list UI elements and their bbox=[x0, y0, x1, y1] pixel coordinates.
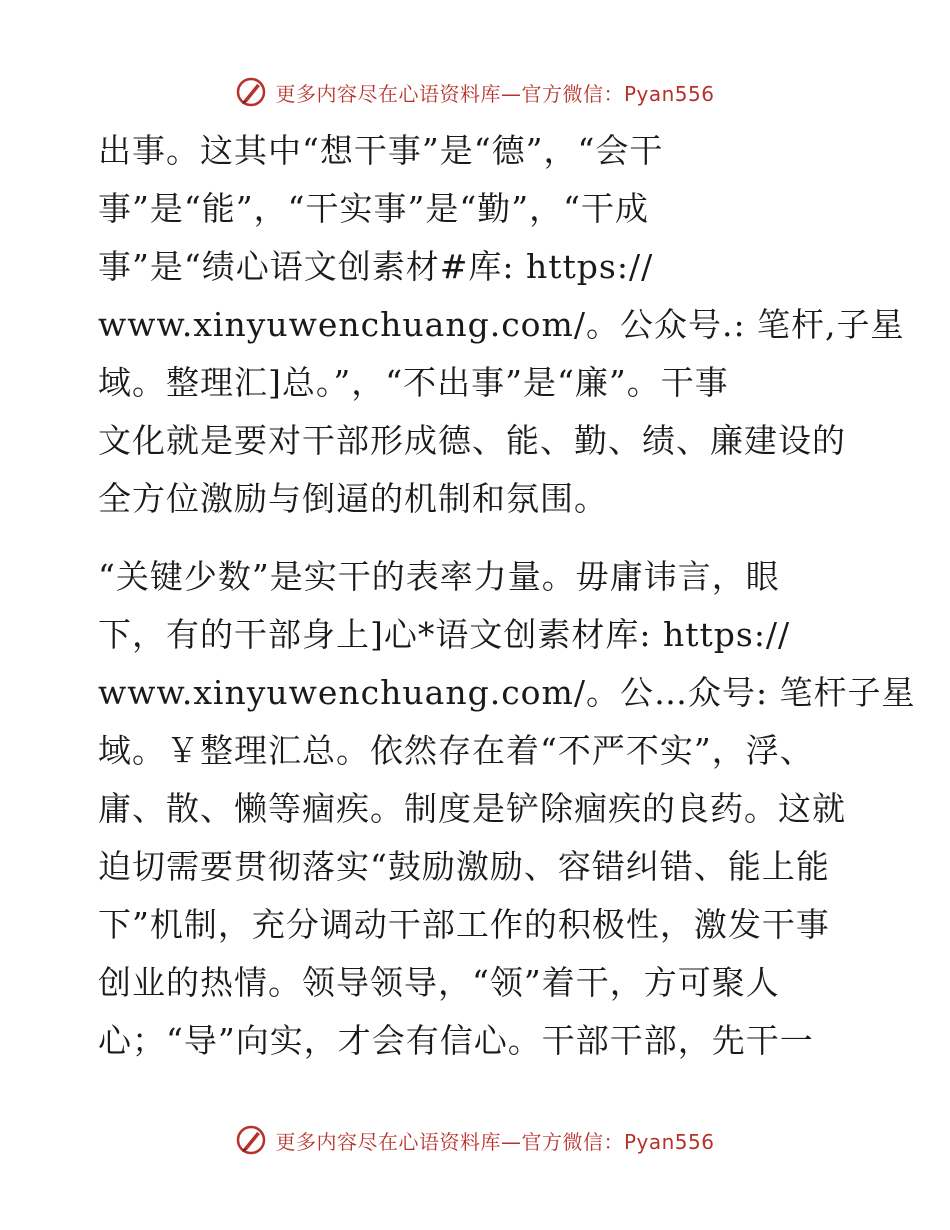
text-line: 下，有的干部身上]心*语文创素材库: https:// bbox=[98, 615, 791, 654]
quill-pen-seal-icon bbox=[235, 1124, 267, 1156]
quill-pen-seal-icon bbox=[235, 76, 267, 108]
text-line: 创业的热情。领导领导，“领”着干，方可聚人 bbox=[98, 963, 780, 1002]
footer-banner-text: 更多内容尽在心语资料库—官方微信：Pyan556 bbox=[275, 1129, 715, 1154]
text-line: 下”机制，充分调动干部工作的积极性，激发干事 bbox=[98, 905, 830, 944]
text-line: 事”是“绩心语文创素材#库: https:// bbox=[98, 247, 654, 286]
text-line: 事”是“能”，“干实事”是“勤”，“干成 bbox=[98, 189, 649, 228]
text-line: 域。￥整理汇总。依然存在着“不严不实”，浮、 bbox=[98, 731, 814, 770]
text-line: “关键少数”是实干的表率力量。毋庸讳言，眼 bbox=[98, 557, 780, 596]
document-body bbox=[98, 122, 916, 1070]
footer-banner bbox=[0, 1120, 950, 1160]
text-line: 心；“导”向实，才会有信心。干部干部，先干一 bbox=[98, 1021, 814, 1060]
text-line: www.xinyuwenchuang.com/。公…众号: 笔杆子星 bbox=[98, 673, 916, 712]
text-line: 迫切需要贯彻落实“鼓励激励、容错纠错、能上能 bbox=[98, 847, 830, 886]
text-line: 域。整理汇]总。”，“不出事”是“廉”。干事 bbox=[98, 363, 729, 402]
text-line: 出事。这其中“想干事”是“德”，“会干 bbox=[98, 131, 664, 170]
text-line: www.xinyuwenchuang.com/。公众号.: 笔杆,子星 bbox=[98, 305, 905, 344]
text-line: 文化就是要对干部形成德、能、勤、绩、廉建设的 bbox=[98, 421, 846, 460]
text-line: 庸、散、懒等痼疾。制度是铲除痼疾的良药。这就 bbox=[98, 789, 846, 828]
header-banner-text: 更多内容尽在心语资料库—官方微信：Pyan556 bbox=[275, 81, 715, 106]
header-banner bbox=[0, 72, 950, 112]
paragraph-1 bbox=[98, 122, 905, 528]
text-line: 全方位激励与倒逼的机制和氛围。 bbox=[98, 479, 608, 518]
paragraph-2 bbox=[98, 548, 916, 1070]
